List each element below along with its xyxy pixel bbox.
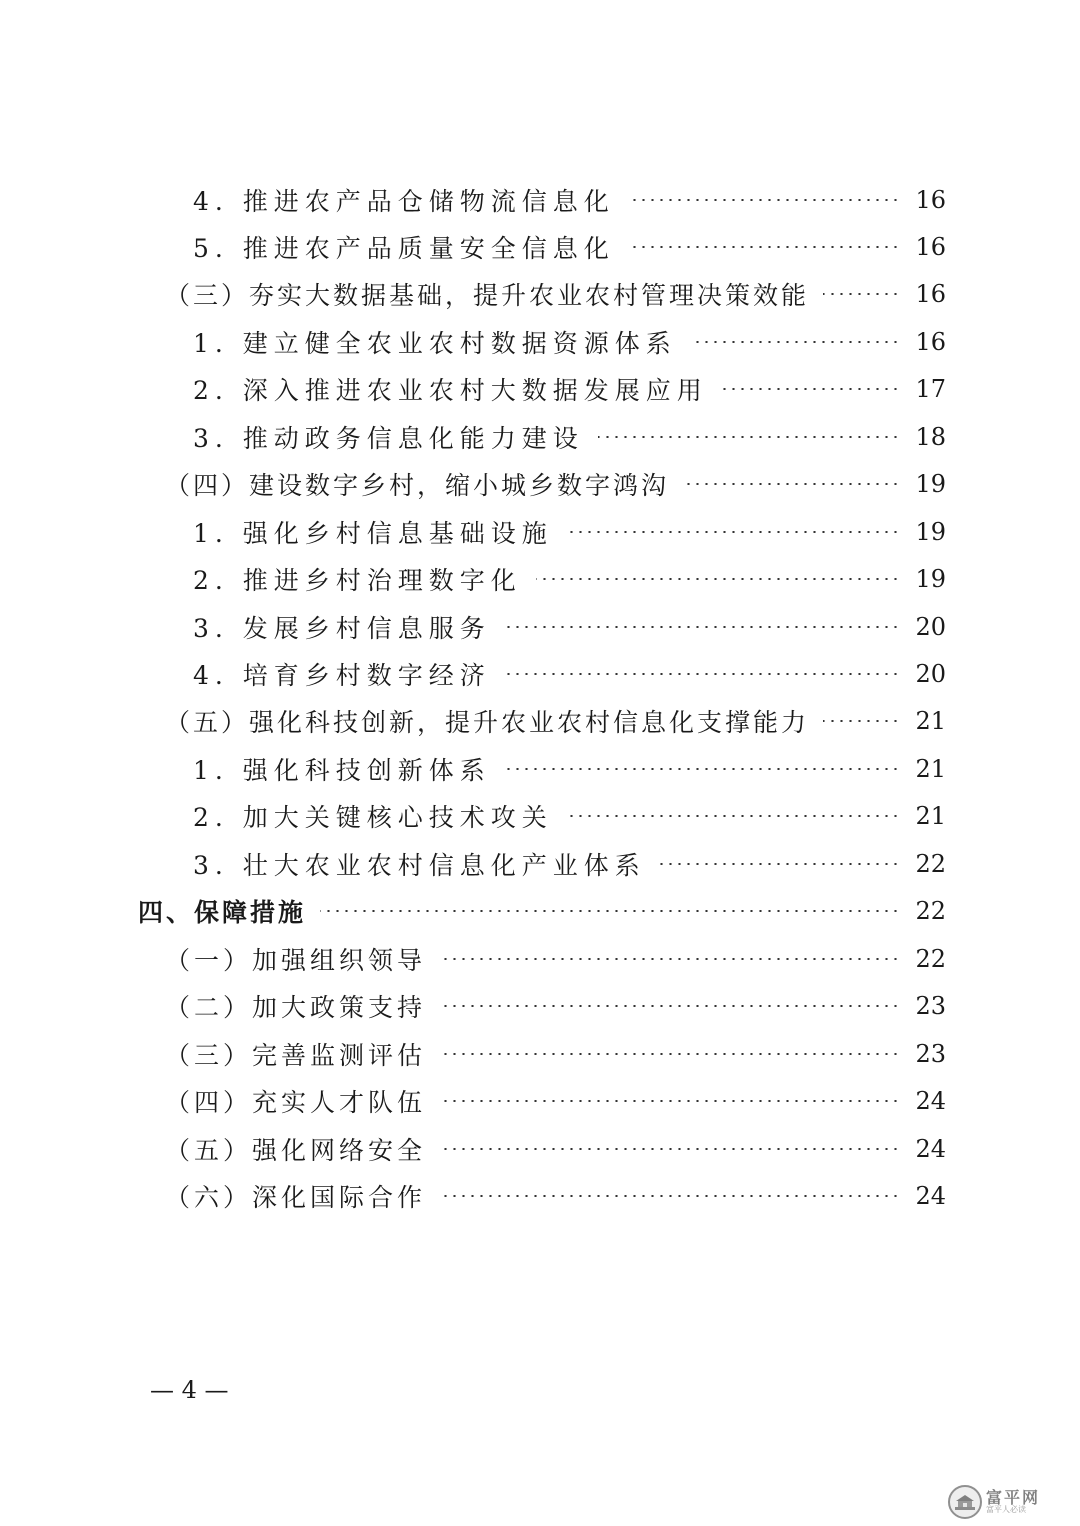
toc-entry-label: 2. 推进乡村治理数字化 — [193, 566, 522, 596]
toc-leader-dots — [440, 1005, 900, 1007]
toc-entry — [0, 1125, 1080, 1172]
toc-entry-page: 24 — [915, 1181, 946, 1210]
toc-leader-dots — [536, 578, 900, 580]
toc-entry-label: （四）充实人才队伍 — [165, 1088, 427, 1118]
toc-entry-page: 24 — [915, 1087, 946, 1116]
toc-entry-label: （三）完善监测评估 — [165, 1040, 427, 1070]
toc-entry-label: 四、保障措施 — [138, 898, 307, 928]
toc-entry — [0, 556, 1080, 603]
toc-entry-page: 16 — [915, 327, 946, 356]
toc-entry — [0, 271, 1080, 318]
toc-leader-dots — [440, 1053, 900, 1055]
toc-entry-page: 21 — [915, 802, 946, 831]
toc-entry-label: （一）加强组织领导 — [165, 945, 427, 975]
toc-entry-label: （三）夯实大数据基础，提升农业农村管理决策效能 — [165, 281, 810, 311]
toc-entry-page: 19 — [915, 470, 946, 499]
toc-entry-page: 20 — [915, 660, 946, 688]
toc-entry-page: 22 — [915, 897, 946, 926]
toc-leader-dots — [440, 1100, 900, 1102]
toc-leader-dots — [505, 626, 900, 628]
toc-leader-dots — [320, 910, 900, 912]
watermark-logo — [948, 1484, 1068, 1520]
toc-leader-dots — [598, 436, 900, 438]
toc-entry — [0, 935, 1080, 982]
toc-entry — [0, 745, 1080, 792]
watermark-title: 富平网 — [986, 1488, 1041, 1507]
toc-entry-label: 1. 强化乡村信息基础设施 — [193, 518, 553, 548]
toc-entry — [0, 698, 1080, 745]
toc-entry-page: 16 — [915, 232, 946, 261]
toc-entry — [0, 508, 1080, 555]
toc-entry — [0, 603, 1080, 650]
toc-leader-dots — [823, 720, 900, 722]
toc-entry-label: 1. 建立健全农业农村数据资源体系 — [193, 328, 677, 358]
toc-entry-label: 4. 推进农产品仓储物流信息化 — [193, 186, 615, 216]
toc-entry — [0, 651, 1080, 698]
toc-entry-label: 3. 发展乡村信息服务 — [193, 613, 491, 643]
toc-leader-dots — [683, 483, 900, 485]
toc-leader-dots — [440, 1195, 900, 1197]
toc-entry-page: 22 — [915, 849, 946, 878]
toc-leader-dots — [823, 293, 900, 295]
toc-leader-dots — [505, 768, 900, 770]
toc-entry-page: 19 — [915, 565, 946, 594]
toc-entry — [0, 413, 1080, 460]
page-number: — 4 — — [150, 1376, 229, 1404]
toc-entry-page: 24 — [915, 1134, 946, 1163]
toc-entry-page: 22 — [915, 944, 946, 973]
toc-entry — [0, 793, 1080, 840]
watermark-subtitle: 富平人必读 — [986, 1505, 1026, 1514]
toc-entry-label: 2. 加大关键核心技术攻关 — [193, 803, 553, 833]
toc-entry — [0, 223, 1080, 270]
toc-entry-page: 18 — [915, 422, 946, 451]
toc-entry — [0, 888, 1080, 935]
toc-entry-label: （二）加大政策支持 — [165, 993, 427, 1023]
toc-entry-label: （四）建设数字乡村，缩小城乡数字鸿沟 — [165, 471, 670, 501]
toc-entry — [0, 1078, 1080, 1125]
toc-entry-label: 2. 深入推进农业农村大数据发展应用 — [193, 376, 708, 406]
toc-leader-dots — [722, 388, 900, 390]
toc-entry — [0, 366, 1080, 413]
toc-leader-dots — [629, 246, 900, 248]
toc-entry — [0, 1030, 1080, 1077]
toc-entry — [0, 1172, 1080, 1219]
toc-leader-dots — [567, 531, 900, 533]
toc-entry-page: 16 — [915, 280, 946, 309]
toc-entry-page: 21 — [915, 707, 946, 736]
toc-entry — [0, 318, 1080, 365]
toc-entry-page: 19 — [915, 517, 946, 546]
toc-entry — [0, 983, 1080, 1030]
toc-entry-page: 21 — [915, 754, 946, 783]
toc-entry-label: 3. 壮大农业农村信息化产业体系 — [193, 850, 646, 880]
toc-entry-label: （六）深化国际合作 — [165, 1182, 427, 1212]
toc-entry-label: 3. 推动政务信息化能力建设 — [193, 423, 584, 453]
toc-leader-dots — [660, 863, 900, 865]
toc-leader-dots — [440, 1148, 900, 1150]
toc-entry-label: 1. 强化科技创新体系 — [193, 755, 491, 785]
toc-entry-page: 23 — [915, 1039, 946, 1068]
toc-entry-label: （五）强化网络安全 — [165, 1135, 427, 1165]
toc-leader-dots — [629, 199, 900, 201]
toc-leader-dots — [567, 815, 900, 817]
toc-entry-page: 17 — [915, 375, 946, 404]
toc-entry-label: 4. 培育乡村数字经济 — [193, 661, 491, 690]
toc-entry-page: 20 — [915, 612, 946, 641]
toc-leader-dots — [440, 958, 900, 960]
building-emblem-icon — [948, 1485, 982, 1519]
toc-entry-page: 16 — [915, 185, 946, 214]
toc-entry-label: 5. 推进农产品质量安全信息化 — [193, 233, 615, 263]
toc-entry — [0, 176, 1080, 223]
toc-entry — [0, 840, 1080, 887]
toc-leader-dots — [691, 341, 900, 343]
toc-entry-label: （五）强化科技创新，提升农业农村信息化支撑能力 — [165, 708, 810, 738]
toc-leader-dots — [505, 673, 900, 675]
toc-entry-page: 23 — [915, 992, 946, 1021]
toc-entry — [0, 461, 1080, 508]
